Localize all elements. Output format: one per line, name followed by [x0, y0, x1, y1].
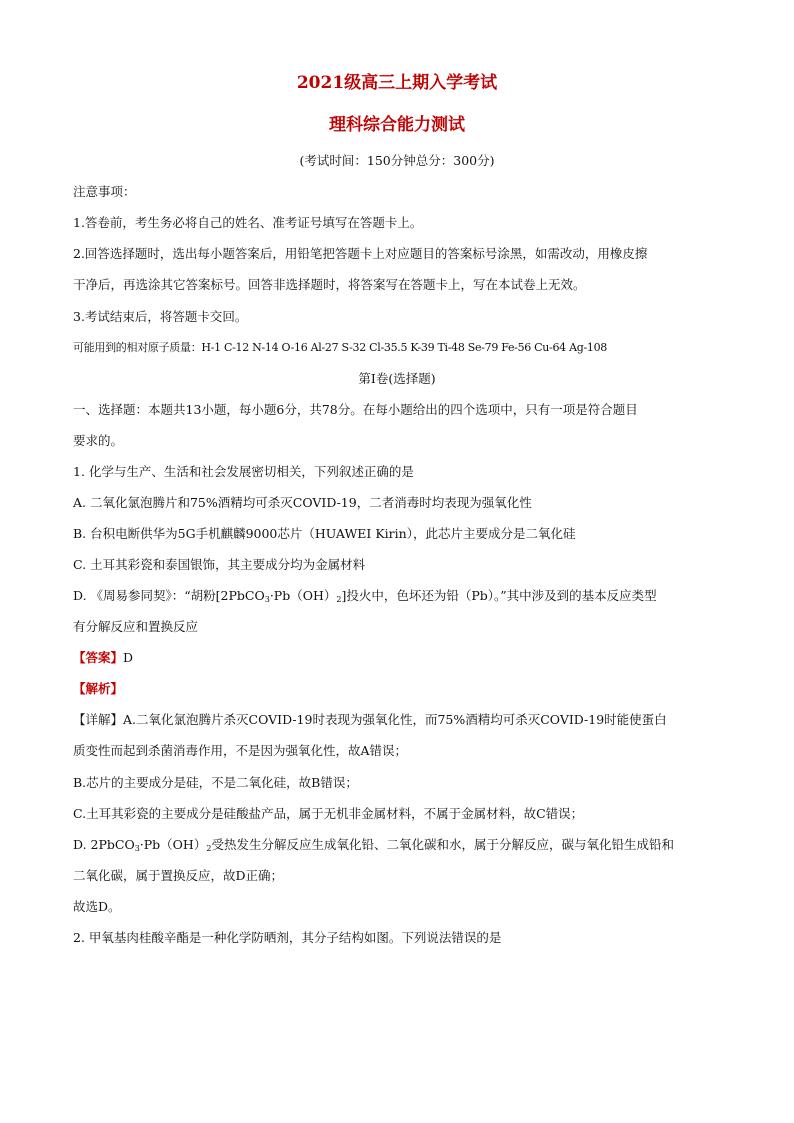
q1-option-d [73, 587, 733, 605]
q1-option-c: C. 土耳其彩瓷和泰国银饰，其主要成分均为金属材料 [73, 557, 366, 572]
detail-d-mid: ·Pb（OH） [139, 837, 207, 852]
q1-option-d-sub1: 3 [264, 595, 270, 604]
q1-detail-d-cont: 二氧化碳，属于置换反应，故D正确； [73, 868, 284, 883]
q1-option-d-post: ]投火中，色坏还为铅（Pb）。”其中涉及到的基本反应类型 [341, 588, 657, 603]
q1-conclusion: 故选D。 [73, 899, 121, 914]
q2-stem: 2. 甲氧基肉桂酸辛酯是一种化学防晒剂，其分子结构如图。下列说法错误的是 [73, 930, 502, 945]
q1-stem: 1. 化学与生产、生活和社会发展密切相关，下列叙述正确的是 [73, 464, 414, 479]
q1-detail-d [73, 836, 733, 854]
answer-tag: 【答案】 [73, 650, 124, 665]
analysis-tag: 【解析】 [73, 681, 124, 696]
q1-detail-b: B.芯片的主要成分是硅，不是二氧化硅，故B错误； [73, 775, 358, 790]
note-item-2a: 2.回答选择题时，选出每小题答案后，用铅笔把答题卡上对应题目的答案标号涂黑，如需改动，用橡皮擦 [73, 246, 648, 261]
q1-answer [73, 649, 733, 667]
q1-option-d-cont: 有分解反应和置换反应 [73, 619, 199, 634]
answer-value: D [123, 650, 134, 665]
q1-detail-a2: 质变性而起到杀菌消毒作用，不是因为强氧化性，故A错误； [73, 743, 408, 758]
q1-analysis [73, 680, 733, 698]
section-title: 第Ⅰ卷(选择题) [358, 371, 436, 386]
detail-d-post: 受热发生分解反应生成氧化铅、二氧化碳和水，属于分解反应，碳与氧化铅生成铅和 [211, 837, 674, 852]
note-item-2b: 干净后，再选涂其它答案标号。回答非选择题时，将答案写在答题卡上，写在本试卷上无效。 [73, 277, 586, 292]
notes-heading: 注意事项： [73, 184, 136, 199]
section-instructions-a: 一、选择题：本题共13小题，每小题6分，共78分。在每小题给出的四个选项中，只有一项是符合题目 [73, 402, 638, 417]
q1-detail-c: C.土耳其彩瓷的主要成分是硅酸盐产品，属于无机非金属材料，不属于金属材料，故C错误； [73, 806, 584, 821]
exam-subtitle: 理科综合能力测试 [329, 115, 465, 135]
note-item-1: 1.答卷前，考生务必将自己的姓名、准考证号填写在答题卡上。 [73, 215, 423, 230]
q1-option-d-mid: ·Pb（OH） [269, 588, 337, 603]
note-item-3: 3.考试结束后，将答题卡交回。 [73, 309, 248, 324]
detail-d-pre: D. 2PbCO [73, 837, 135, 852]
atomic-masses: 可能用到的相对原子质量：H-1 C-12 N-14 O-16 Al-27 S-32 Cl-35.5 K-39 Ti-48 Se-79 Fe-56 Cu-64 Ag-108 [73, 341, 607, 354]
detail-a1-text: A.二氧化氯泡腾片杀灭COVID-19时表现为强氧化性，而75%酒精均可杀灭COVID-19时能使蛋白 [123, 712, 667, 727]
q1-option-d-pre: D. 《周易参同契》：“胡粉[2PbCO [73, 588, 265, 603]
exam-info: (考试时间：150分钟总分：300分) [299, 153, 495, 168]
q1-option-d-sub2: 2 [336, 595, 342, 604]
detail-tag: 【详解】 [73, 712, 124, 727]
q1-detail-a1 [73, 711, 733, 729]
q1-option-a: A. 二氧化氯泡腾片和75%酒精均可杀灭COVID-19，二者消毒时均表现为强氧化性 [73, 495, 532, 510]
section-instructions-b: 要求的。 [73, 433, 124, 448]
q1-option-b: B. 台积电断供华为5G手机麒麟9000芯片（HUAWEI Kirin），此芯片主要成分是二氧化硅 [73, 526, 576, 541]
exam-title: 2021级高三上期入学考试 [296, 73, 498, 93]
detail-d-sub2: 2 [206, 844, 212, 853]
detail-d-sub1: 3 [134, 844, 140, 853]
